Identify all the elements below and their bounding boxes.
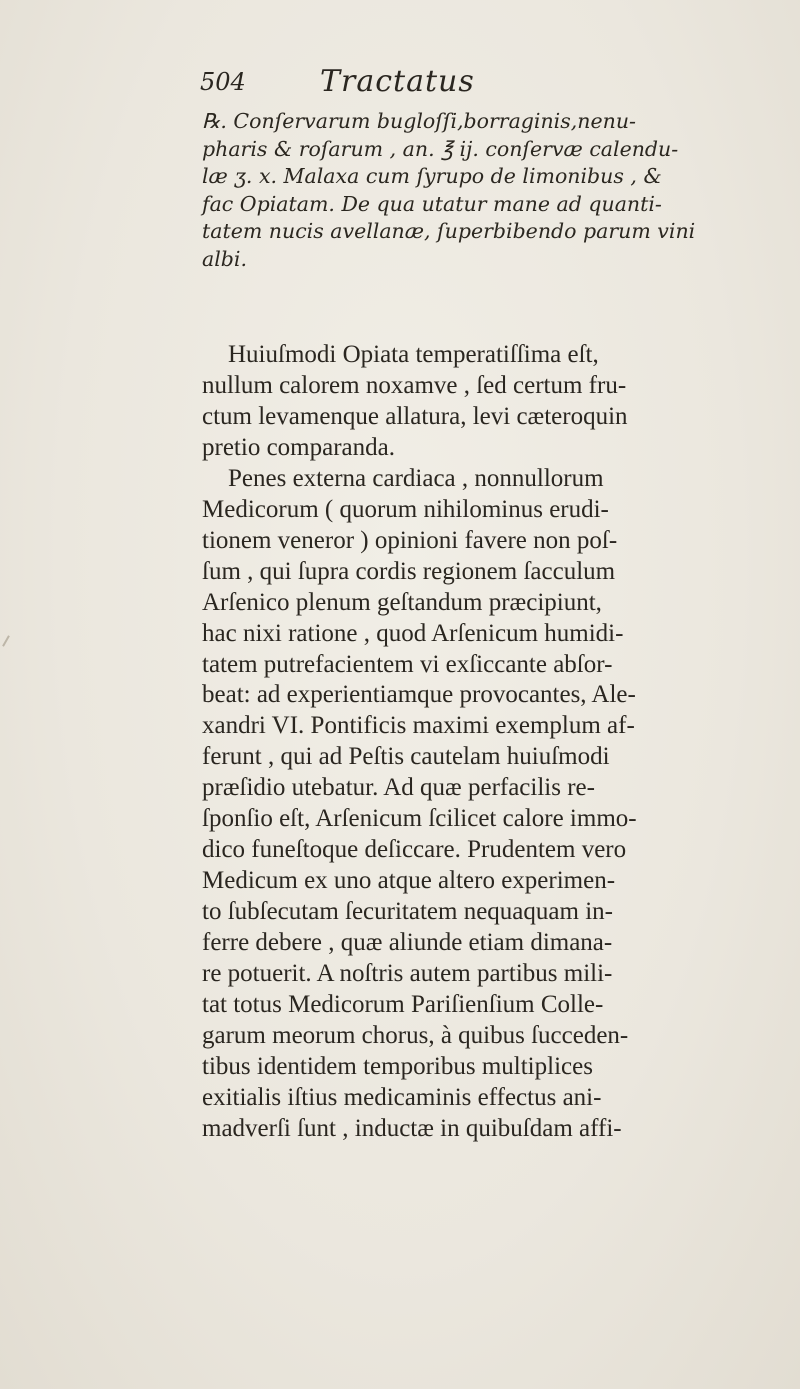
running-title: Tractatus — [320, 64, 475, 99]
text-line: ſum , qui ſupra cordis regionem ſacculum — [202, 557, 616, 585]
text-line: tatem nucis avellanæ, ſuperbibendo parum vini — [202, 219, 696, 243]
text-line: Medicorum ( quorum nihilominus erudi- — [202, 495, 609, 523]
text-line: dico funeſtoque deſiccare. Prudentem vero — [202, 836, 627, 864]
text-line: pretio comparanda. — [202, 433, 395, 461]
text-line: tatem putrefacientem vi exſiccante abſor- — [202, 650, 613, 678]
page-number: 504 — [200, 68, 246, 96]
text-line: læ ʒ. x. Malaxa cum ſyrupo de limonibus , & — [202, 164, 662, 188]
recipe-paragraph — [202, 108, 787, 273]
text-line: ℞. Conſervarum bugloſſi,borraginis,nenu- — [202, 109, 636, 133]
text-line: Arſenico plenum geſtandum præcipiunt, — [202, 588, 602, 616]
text-line: albi. — [202, 246, 247, 271]
text-line: tat totus Medicorum Pariſienſium Colle- — [202, 991, 604, 1019]
margin-mark — [2, 635, 10, 646]
text-line: nullum calorem noxamve , ſed certum fru- — [202, 371, 627, 399]
text-line: Penes externa cardiaca , nonnullorum — [228, 464, 604, 492]
text-line: tionem veneror ) opinioni favere non poſ- — [202, 526, 618, 554]
text-line: ferre debere , quæ aliunde etiam dimana- — [202, 929, 613, 957]
text-line: ctum levamenque allatura, levi cæteroquin — [202, 402, 628, 430]
text-line: exitialis iſtius medicaminis effectus ani- — [202, 1083, 602, 1111]
text-line: Medicum ex uno atque altero experimen- — [202, 867, 616, 895]
text-line: pharis & roſarum , an. ℥ ij. conſervæ calendu- — [202, 136, 679, 161]
text-line: fac Opiatam. De qua utatur mane ad quanti- — [202, 191, 662, 216]
text-line: re potuerit. A noſtris autem partibus mili- — [202, 960, 613, 988]
text-line: garum meorum chorus, à quibus ſucceden- — [202, 1021, 629, 1049]
text-line: xandri VI. Pontificis maximi exemplum af- — [202, 712, 635, 740]
text-line: madverſi ſunt , inductæ in quibuſdam affi- — [202, 1114, 622, 1142]
text-line: Huiuſmodi Opiata temperatiſſima eſt, — [228, 341, 599, 368]
text-line: to ſubſecutam ſecuritatem nequaquam in- — [202, 898, 613, 926]
text-line: hac nixi ratione , quod Arſenicum humidi- — [202, 619, 624, 647]
text-line: tibus identidem temporibus multiplices — [202, 1052, 593, 1080]
body-paragraphs — [202, 340, 787, 1145]
text-line: beat: ad experientiamque provocantes, Ale- — [202, 681, 636, 709]
text-line: præſidio utebatur. Ad quæ perfacilis re- — [202, 774, 595, 802]
text-line: ſponſio eſt, Arſenicum ſcilicet calore immo- — [202, 805, 637, 833]
text-line: ferunt , qui ad Peſtis cautelam huiuſmodi — [202, 743, 610, 771]
page-header — [200, 64, 620, 104]
